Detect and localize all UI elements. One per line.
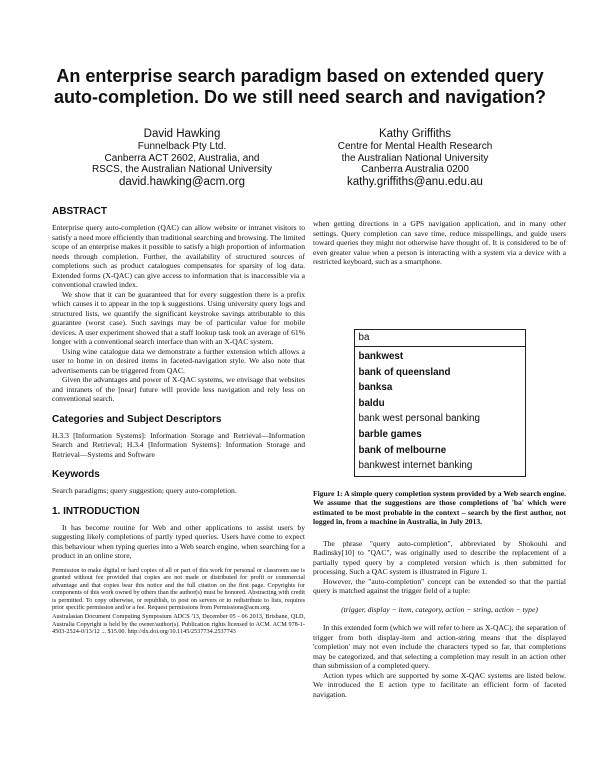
suggestion-text: baldu <box>358 397 385 409</box>
suggestion-list <box>355 347 525 474</box>
paper-title <box>20 66 580 108</box>
body-paragraph: Action types which are supported by some X-QAC systems are listed below. We introduced the E action type to facilitate an efficient form of faceted navigation. <box>313 670 566 699</box>
body-paragraph: when getting directions in a GPS navigation application, and in many other settings. Query completion can save time, reduce misspellings, and guide users toward queries they might not otherwise have thought of. It is considered to be of even greater value when a person is interacting with a system via a device with a restricted keyboard, such as a smartphone. <box>313 219 566 266</box>
categories-heading: Categories and Subject Descriptors <box>52 413 222 425</box>
suggestion-item[interactable] <box>359 365 521 381</box>
author-name: David Hawking <box>143 128 221 140</box>
suggestion-item[interactable] <box>359 443 521 459</box>
author-email[interactable]: david.hawking@acm.org <box>118 175 246 188</box>
body-paragraph: In this extended form (which we will refer to here as X-QAC), the separation of trigger from both display-item and action-string means that the displayed 'completion' may not even include the characters typed so far, that completions may be categorized, and that selecting a completion may result in an action other than submission of a completed query. <box>313 623 566 671</box>
author-affiliation: Canberra Australia 0200 <box>361 164 469 175</box>
figure-caption: Figure 1: A simple query completion system provided by a Web search engine. We assume that the suggestions are those completions of 'ba' which were estimated to be most probable in the context – search by the first author, not logged in, from a machine in Australia, in July 2013. <box>313 488 566 527</box>
suggestion-item[interactable] <box>359 411 521 427</box>
author-affiliation: Canberra ACT 2602, Australia, and <box>104 152 260 164</box>
abstract-paragraph: Using wine catalogue data we demonstrate a further extension which allows a user to home in on desired items in faceted-navigation style. We also note that advertisements can be triggered from QAC. <box>52 346 305 375</box>
keywords-text: Search paradigms; query suggestion; query auto-completion. <box>52 486 237 495</box>
author-affiliation: RSCS, the Australian National University <box>91 164 273 175</box>
suggestion-item[interactable] <box>359 380 521 396</box>
author-block-2 <box>300 128 530 189</box>
author-block-1 <box>67 128 297 189</box>
suggestion-item[interactable] <box>359 396 521 412</box>
tuple-equation: (trigger, display − item, category, action − string, action − type) <box>341 604 538 614</box>
author-affiliation: the Australian National University <box>341 152 489 164</box>
suggestion-text: banksa <box>358 382 393 394</box>
suggestion-text: bankwest <box>358 351 404 362</box>
venue-notice: Australasian Document Computing Symposium ADCS '13, December 05 - 06 2013, Brisbane, QLD, Australia Copyright is held by the owner/author(s). Publication rights licensed to ACM. ACM 978-1-4503-2524-0/13/12 ... $15.00. http://dx.doi.org/10.1145/2537734.2537743 <box>52 613 305 636</box>
categories-text: H.3.3 [Information Systems]: Information Storage and Retrieval—Information Search and Retrieval; H.3.4 [Information Systems]: Information Storage and Retrieval—Systems and Software <box>52 430 305 459</box>
abstract-paragraph: Enterprise query auto-completion (QAC) can allow website or intranet visitors to satisfy a need more efficiently than traditional searching and browsing. The limited scope of an enterprise makes it possible to satisfy a high proportion of information needs through completion. Further, the availability of structured sources of completions such as product catalogues compensates for sparsity of log data. Extended forms (X-QAC) can give access to information that is inaccessible via a conventional crawled index. <box>52 223 305 289</box>
suggestion-item[interactable] <box>359 427 521 443</box>
query-input[interactable]: ba <box>355 333 525 348</box>
abstract-heading: ABSTRACT <box>52 206 107 217</box>
suggestion-text: bank of queensland <box>358 366 451 378</box>
right-column <box>313 219 566 699</box>
intro-paragraph: It has become routine for Web and other applications to assist users by suggesting likely completions of partly typed queries. Users have come to expect this behaviour when typing queries into a Web search engine, when searching for a product in an online store, <box>52 522 305 560</box>
title-line-1: An enterprise search paradigm based on extended query <box>56 66 544 86</box>
body-paragraph: The phrase "query auto-completion", abbreviated by Shokouhi and Radinsky[10] to "QAC", was originally used to describe the replacement of a partially typed query by a completed version which is then submitted for processing. Such a QAC system is illustrated in Figure 1. <box>313 538 566 577</box>
copyright-notice: Permission to make digital or hard copies of all or part of this work for personal or classroom use is granted without fee provided that copies are not made or distributed for profit or commercial advantage and that copies bear this notice and the full citation on the first page. Copyrights for components of this work owned by others than the author(s) must be honored. Abstracting with credit is permitted. To copy otherwise, or republish, to post on servers or to redistribute to lists, requires prior specific permission and/or a fee. Request permissions from Permissions@acm.org. <box>52 566 305 612</box>
suggestion-text: bank of melbourne <box>358 444 447 456</box>
author-email[interactable]: kathy.griffiths@anu.edu.au <box>347 175 483 188</box>
suggestion-text: bankwest internet banking <box>358 460 473 472</box>
suggestion-text: bank west personal banking <box>358 413 480 425</box>
abstract-paragraph: We show that it can be guaranteed that for every suggestion there is a prefix which causes it to appear in the top k suggestions. Using university query logs and structured lists, we quantify the significant keystroke savings attributable to this guarantee (worst case). Such savings may be of particular value for mobile devices. A user experiment showed that a staff lookup task took an average of 61% longer with a conventional search interface than with an X-QAC system. <box>52 289 305 346</box>
title-line-2: auto-completion. Do we still need search and navigation? <box>53 87 547 107</box>
suggestion-item[interactable] <box>359 349 521 365</box>
author-affiliation: Centre for Mental Health Research <box>337 141 493 152</box>
introduction-heading: 1. INTRODUCTION <box>52 505 140 517</box>
suggestion-item[interactable] <box>359 458 521 474</box>
body-paragraph: However, the "auto-completion" concept can be extended so that the partial query is matched against the trigger field of a tuple: <box>313 576 566 596</box>
abstract-paragraph: Given the advantages and power of X-QAC systems, we envisage that websites and intranets of the [near] future will provide less navigation and rely less on conventional search. <box>52 375 305 403</box>
autocomplete-figure <box>354 329 526 477</box>
keywords-heading: Keywords <box>52 469 100 480</box>
author-name: Kathy Griffiths <box>378 128 451 140</box>
suggestion-text: barble games <box>358 428 422 440</box>
author-affiliation: Funnelback Pty Ltd. <box>137 141 227 152</box>
left-column <box>52 206 305 636</box>
